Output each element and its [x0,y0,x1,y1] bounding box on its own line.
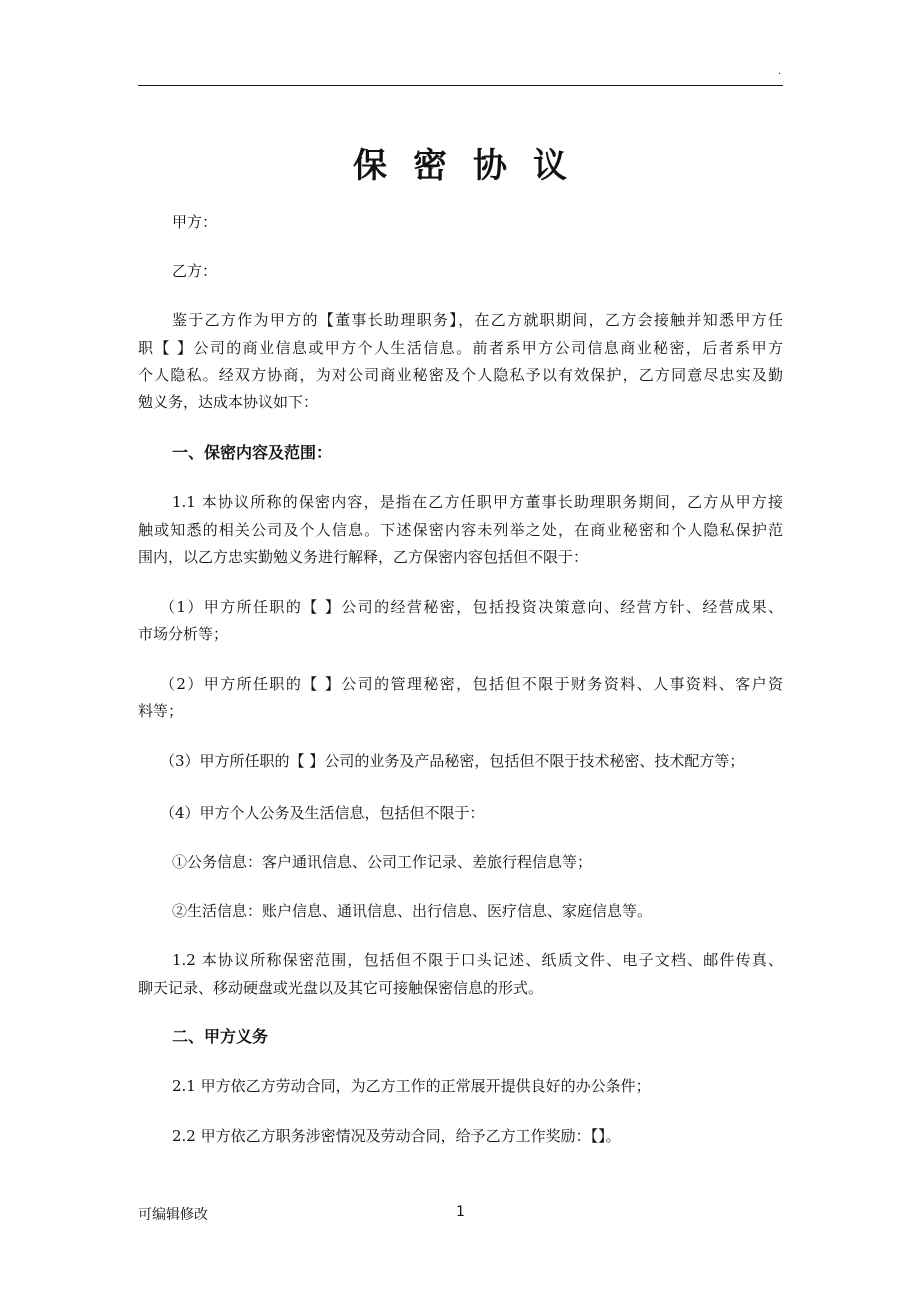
sub-item-1: ①公务信息：客户通讯信息、公司工作记录、差旅行程信息等； [172,853,593,871]
preamble-line: 个人隐私。经双方协商，为对公司商业秘密及个人隐私予以有效保护，乙方同意尽忠实及勤 [138,366,783,384]
section-heading-1: 一、保密内容及范围： [172,443,333,462]
item-4: （4）甲方个人公务及生活信息，包括但不限于： [160,804,485,822]
party-b-label: 乙方： [172,262,218,280]
item-1-line: 市场分析等； [138,625,229,643]
party-a-label: 甲方： [172,213,218,231]
item-2-line: 料等； [138,702,184,720]
clause-2-1: 2.1 甲方依乙方劳动合同，为乙方工作的正常展开提供良好的办公条件； [172,1077,651,1095]
page-number: 1 [456,1204,465,1220]
section-heading-2: 二、甲方义务 [172,1027,269,1046]
item-1-line: （1）甲方所任职的【 】公司的经营秘密，包括投资决策意向、经营方针、经营成果、 [160,598,783,616]
clause-2-2: 2.2 甲方依乙方职务涉密情况及劳动合同，给予乙方工作奖励：【】。 [172,1127,621,1145]
preamble-line: 鉴于乙方作为甲方的【董事长助理职务】，在乙方就职期间，乙方会接触并知悉甲方任 [172,311,783,329]
footer-note: 可编辑修改 [138,1207,208,1223]
header-rule [138,85,783,86]
item-3: （3）甲方所任职的【 】公司的业务及产品秘密，包括但不限于技术秘密、技术配方等； [160,752,745,770]
clause-1-2-line: 聊天记录、移动硬盘或光盘以及其它可接触保密信息的形式。 [138,979,544,997]
preamble-line: 勉义务，达成本协议如下： [138,393,319,411]
clause-1-2-line: 1.2 本协议所称保密范围，包括但不限于口头记述、纸质文件、电子文档、邮件传真、 [172,951,783,969]
clause-1-1-line: 1.1 本协议所称的保密内容，是指在乙方任职甲方董事长助理职务期间，乙方从甲方接 [172,493,783,511]
page-title: 保密协议 [353,146,593,186]
preamble-line: 职【 】公司的商业信息或甲方个人生活信息。前者系甲方公司信息商业秘密，后者系甲方 [138,339,783,357]
header-mark: . [778,66,782,77]
clause-1-1-line: 围内，以乙方忠实勤勉义务进行解释，乙方保密内容包括但不限于： [138,548,589,566]
item-2-line: （2）甲方所任职的【 】公司的管理秘密，包括但不限于财务资料、人事资料、客户资 [160,675,783,693]
clause-1-1-line: 触或知悉的相关公司及个人信息。下述保密内容未列举之处，在商业秘密和个人隐私保护范 [138,521,783,539]
sub-item-2: ②生活信息：账户信息、通讯信息、出行信息、医疗信息、家庭信息等。 [172,902,653,920]
